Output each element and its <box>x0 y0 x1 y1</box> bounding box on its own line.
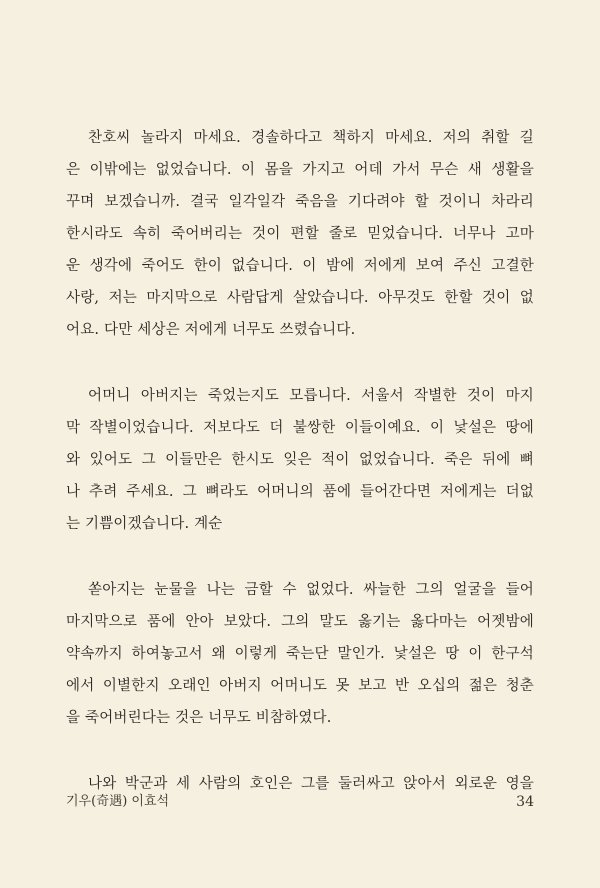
text-line: 쏟아지는 눈물을 나는 금할 수 없었다. 싸늘한 그의 얼굴을 들어 <box>88 582 534 598</box>
text-line: 사랑, 저는 마지막으로 사람답게 살았습니다. 아무것도 한할 것이 없 <box>66 290 534 306</box>
book-title: 기우(奇遇) 이효석 <box>66 794 170 809</box>
text-line: 한시라도 속히 죽어버리는 것이 편할 줄로 믿었습니다. 너무나 고마 <box>66 226 534 242</box>
body-text <box>66 122 534 800</box>
text-line: 마지막으로 품에 안아 보았다. 그의 말도 옳기는 옳다마는 어젯밤에 <box>66 614 534 630</box>
text-line: 약속까지 하여놓고서 왜 이렇게 죽는단 말인가. 낯설은 땅 이 한구석 <box>66 646 534 662</box>
paragraph-1 <box>66 122 534 346</box>
text-line: 막 작별이었습니다. 저보다도 더 불쌍한 이들이예요. 이 낯설은 땅에 <box>66 420 534 436</box>
page-number: 34 <box>516 794 534 810</box>
paragraph-2 <box>66 380 534 540</box>
text-line: 나 추려 주세요. 그 뼈라도 어머니의 품에 들어간다면 저에게는 더없 <box>66 484 534 500</box>
paragraph-3 <box>66 574 534 734</box>
text-line: 에서 이별한지 오래인 아버지 어머니도 못 보고 반 오십의 젊은 청춘 <box>66 678 534 694</box>
text-line: 는 기쁨이겠습니다. 계순 <box>66 516 223 532</box>
page-footer <box>66 790 534 814</box>
text-line: 을 죽어버린다는 것은 너무도 비참하였다. <box>66 710 332 726</box>
text-line: 은 이밖에는 없었습니다. 이 몸을 가지고 어데 가서 무슨 새 생활을 <box>66 162 534 178</box>
text-line: 꾸며 보겠습니까. 결국 일각일각 죽음을 기다려야 할 것이니 차라리 <box>66 194 534 210</box>
text-line: 어머니 아버지는 죽었는지도 모릅니다. 서울서 작별한 것이 마지 <box>88 388 534 404</box>
text-line: 찬호씨 놀라지 마세요. 경솔하다고 책하지 마세요. 저의 취할 길 <box>88 130 534 146</box>
text-line: 운 생각에 죽어도 한이 없습니다. 이 밤에 저에게 보여 주신 고결한 <box>66 258 534 274</box>
text-line: 나와 박군과 세 사람의 호인은 그를 둘러싸고 앉아서 외로운 영을 <box>88 776 534 792</box>
text-line: 어요. 다만 세상은 저에게 너무도 쓰렸습니다. <box>66 322 356 338</box>
text-line: 와 있어도 그 이들만은 한시도 잊은 적이 없었습니다. 죽은 뒤에 뼈 <box>66 452 534 468</box>
